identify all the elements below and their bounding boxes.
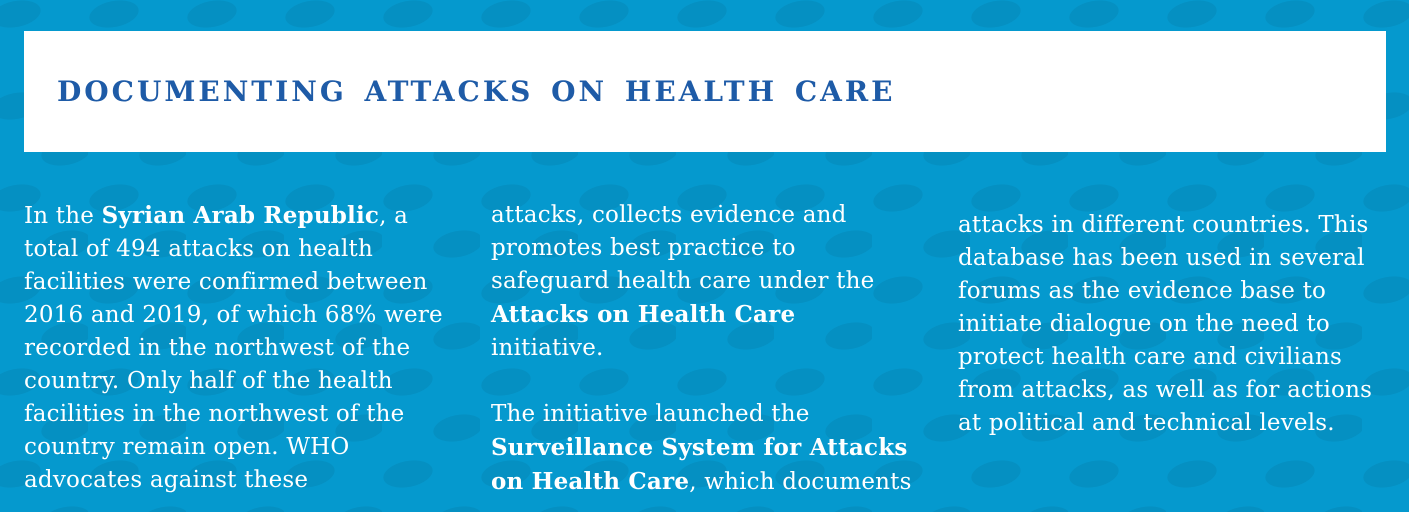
header-band: [24, 31, 1386, 152]
body-text-columns: [24, 199, 1381, 499]
paragraph: [491, 199, 914, 365]
text: initiative.: [491, 335, 604, 361]
text: , which documents: [689, 469, 912, 495]
text: The initiative launched the: [491, 401, 810, 427]
page-title: DOCUMENTING ATTACKS ON HEALTH CARE: [57, 75, 896, 108]
text: attacks, collects evidence and promotes best practice to safeguard health care under the: [491, 202, 875, 294]
text: attacks in different countries. This database has been used in several forums as the evidence base to initiate dialogue on the need to protect health care and civilians from attacks, as well as for actions at political and technical levels.: [958, 212, 1373, 436]
bold-text: Attacks on Health Care: [491, 301, 796, 328]
paragraph: [958, 209, 1381, 440]
paragraph: [24, 199, 447, 497]
bold-text: Syrian Arab Republic: [101, 202, 380, 229]
text-column-2: [491, 199, 914, 499]
text-column-3: [958, 209, 1381, 499]
text-column-1: [24, 199, 447, 499]
text: , a total of 494 attacks on health facilities were confirmed between 2016 and 2019, of which 68% were recorded in the northwest of the country. Only half of the health facilities in the northwest of the country remain open. WHO advocates against these: [24, 203, 443, 493]
text: In the: [24, 203, 102, 229]
paragraph: [491, 398, 914, 499]
bold-text: Surveillance System for Attacks on Health Care: [491, 434, 908, 495]
